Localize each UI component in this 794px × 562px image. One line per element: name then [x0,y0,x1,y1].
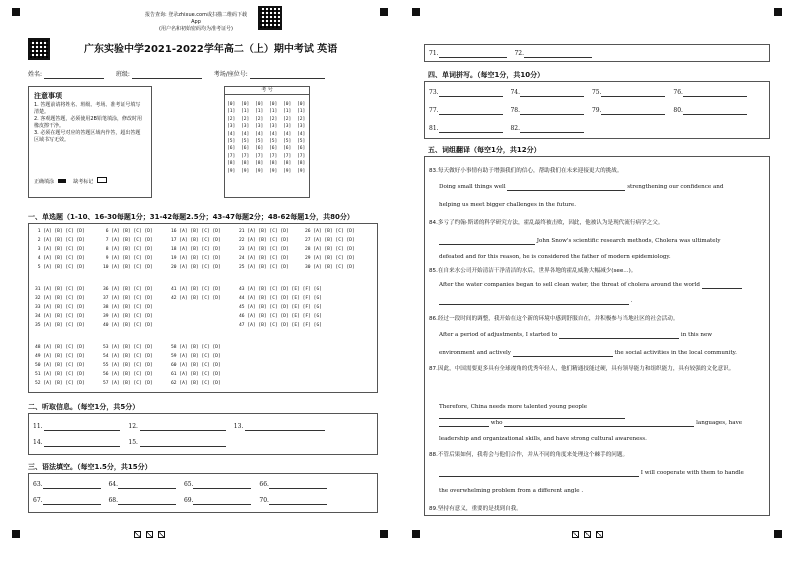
page-mark [158,531,165,538]
notice-item: 1. 答题前请将姓名、班级、考场、准考证号填写清楚。 [34,102,141,115]
name-field[interactable] [44,78,104,79]
section2-title: 二、听取信息。（每空1分，共5分） [28,403,140,411]
exam-digit-bubble[interactable]: [5] [227,139,236,145]
exam-digit-bubble[interactable]: [4] [227,131,236,137]
q-num: 69. [183,497,194,504]
exam-digit-bubble[interactable]: [4] [269,131,278,137]
room-label: 考场/座位号: [213,71,248,78]
q-num: 67. [33,497,43,504]
exam-digit-column [255,101,263,175]
section1-title: 一、单选题（1-10、16-30每题1分；31-42每题2.5分；43-47每题2分；48-62每题1分，共80分） [28,213,354,221]
mc-question-row[interactable]: 28 [A] [B] [C] [D] [305,247,355,252]
grammar-cont-box [424,44,770,62]
q-num: 75. [591,89,602,96]
mc-question-row[interactable]: 62 [A] [B] [C] [D] [171,381,221,386]
filled-mark-icon [58,179,66,183]
mc-question-row[interactable]: 26 [A] [B] [C] [D] [305,229,355,234]
corner-mark [412,530,420,538]
q-num: 79. [591,107,602,114]
exam-digit-bubble[interactable]: [7] [297,153,306,159]
exam-digit-bubble[interactable]: [7] [227,153,236,159]
listening-box [28,413,378,455]
exam-digit-bubble[interactable]: [9] [227,168,236,174]
exam-digit-bubble[interactable]: [2] [283,116,292,122]
mc-question-row[interactable]: 48 [A] [B] [C] [D] [35,345,85,350]
class-field[interactable] [132,78,202,79]
exam-digit-bubble[interactable]: [8] [255,161,264,167]
exam-digit-column [269,101,277,175]
exam-digit-bubble[interactable]: [9] [241,168,250,174]
exam-digit-bubble[interactable]: [6] [227,146,236,152]
mc-question-row[interactable]: 43 [A] [B] [C] [D] [E] [F] [G] [239,287,322,292]
q-num: 78. [510,107,521,114]
answer-line[interactable] [269,504,327,505]
mc-question-row[interactable]: 40 [A] [B] [C] [D] [103,323,153,328]
exam-digit-bubble[interactable]: [8] [269,161,278,167]
exam-digit-bubble[interactable]: [1] [283,109,292,115]
answer-line[interactable] [140,446,226,447]
mc-question-row[interactable]: 57 [A] [B] [C] [D] [103,381,153,386]
exam-digit-bubble[interactable]: [3] [297,124,306,130]
mc-question-row[interactable]: 35 [A] [B] [C] [D] [35,323,85,328]
q-num: 70. [259,497,269,504]
exam-digit-bubble[interactable]: [1] [241,109,250,115]
section3-title: 三、语法填空。（每空1.5分，共15分） [28,463,152,471]
exam-digit-bubble[interactable]: [1] [297,109,306,115]
exam-digit-bubble[interactable]: [1] [269,109,278,115]
exam-digit-bubble[interactable]: [5] [297,139,306,145]
mc-question-row[interactable]: 44 [A] [B] [C] [D] [E] [F] [G] [239,296,322,301]
exam-digit-column [283,101,291,175]
empty-mark-icon[interactable] [97,177,107,183]
q86-text: environment and actively [439,350,511,356]
q-num: 76. [673,89,683,96]
exam-digit-bubble[interactable]: [6] [297,146,306,152]
mc-question-row[interactable]: 23 [A] [B] [C] [D] [239,247,289,252]
notice-item: 3. 必须在题号对应的答题区域内作答，超出答题区域书写无效。 [34,130,141,143]
mc-question-row[interactable]: 45 [A] [B] [C] [D] [E] [F] [G] [239,305,322,310]
exam-digit-bubble[interactable]: [3] [283,124,292,130]
answer-line[interactable] [245,430,325,431]
q-num: 77. [429,107,439,114]
exam-digit-bubble[interactable]: [0] [283,102,292,107]
q85-prompt: 85.在自来水公司开始清洁干净清洁的水后，世界各地的霍乱威胁大幅减少(see...)。 [429,268,637,274]
mc-question-row[interactable]: 61 [A] [B] [C] [D] [171,372,221,377]
exam-digit-bubble[interactable]: [4] [255,131,264,137]
page-mark [146,531,153,538]
exam-digit-bubble[interactable]: [8] [227,161,236,167]
q88-text: the overwhelming problem from a different angle . [439,488,584,494]
page-mark [572,531,579,538]
exam-digit-bubble[interactable]: [0] [297,102,306,107]
corner-mark [774,8,782,16]
mc-question-row[interactable]: 55 [A] [B] [C] [D] [103,363,153,368]
mc-question-row[interactable]: 7 [A] [B] [C] [D] [103,238,153,243]
q87-text: languages, have [696,420,743,426]
exam-digit-column [227,101,235,175]
corner-mark [380,530,388,538]
mc-question-row[interactable]: 46 [A] [B] [C] [D] [E] [F] [G] [239,314,322,319]
exam-digit-bubble[interactable]: [4] [283,131,292,137]
mc-question-row[interactable]: 49 [A] [B] [C] [D] [35,354,85,359]
report-line: 报告查询: 登录zhixue.com或扫描二维码下载App [145,12,247,25]
q85-text: After the water companies began to sell clean water, the threat of cholera around the world [439,282,700,288]
exam-digit-bubble[interactable]: [7] [283,153,292,159]
missing-label: 缺考标记 [73,179,94,185]
correct-label: 正确填涂 [34,179,55,185]
exam-digit-bubble[interactable]: [6] [241,146,250,152]
q-num: 63. [33,481,43,488]
mc-question-row[interactable]: 37 [A] [B] [C] [D] [103,296,153,301]
mc-question-row[interactable]: 25 [A] [B] [C] [D] [239,265,289,270]
q-num: 11. [33,423,43,430]
section4-title: 四、单词拼写。（每空1分，共10分） [428,71,545,79]
q86-text: After a period of adjustments, I started to [439,332,558,338]
exam-digit-bubble[interactable]: [3] [269,124,278,130]
q84-prompt: 84.多亏了约翰·斯诺的科学研究方法，霍乱最终被击败，因此，他被认为是现代流行病学之父。 [429,220,664,226]
mc-question-row[interactable]: 4 [A] [B] [C] [D] [35,256,85,261]
q-num: 74. [510,89,521,96]
exam-digit-bubble[interactable]: [0] [269,102,278,107]
exam-digit-bubble[interactable]: [7] [269,153,278,159]
exam-digit-bubble[interactable]: [0] [255,102,264,107]
q84-text: defeated and for this reason, he is considered the father of modern epidemiology. [439,254,671,260]
mc-question-row[interactable]: 9 [A] [B] [C] [D] [103,256,153,261]
answer-line[interactable] [140,430,226,431]
mc-question-row[interactable]: 8 [A] [B] [C] [D] [103,247,153,252]
mc-question-row[interactable]: 5 [A] [B] [C] [D] [35,265,85,270]
exam-digit-bubble[interactable]: [9] [269,168,278,174]
spelling-box [424,81,770,139]
notice-item: 2. 客观题答题，必须使用2B铅笔填涂，修改时用橡皮擦干净。 [34,116,142,129]
notice-title: 注意事项 [34,92,62,100]
answer-line[interactable] [683,114,747,115]
q87-text: Therefore, China needs more talented young people [439,404,588,410]
mc-question-row[interactable]: 2 [A] [B] [C] [D] [35,238,85,243]
mc-question-row[interactable]: 51 [A] [B] [C] [D] [35,372,85,377]
mc-question-row[interactable]: 19 [A] [B] [C] [D] [171,256,221,261]
mc-answer-box [28,223,378,393]
q-num: 66. [259,481,269,488]
room-field[interactable] [250,78,325,79]
q84-text: John Snow's scientific research methods, Cholera was ultimately [536,238,721,244]
exam-digit-bubble[interactable]: [2] [297,116,306,122]
answer-line[interactable] [520,114,584,115]
exam-digit-bubble[interactable]: [2] [227,116,236,122]
answer-line[interactable] [44,430,120,431]
name-label: 姓名: [28,71,43,78]
answer-line[interactable] [439,132,503,133]
mc-question-row[interactable]: 32 [A] [B] [C] [D] [35,296,85,301]
mc-question-row[interactable]: 54 [A] [B] [C] [D] [103,354,153,359]
mc-question-row[interactable]: 58 [A] [B] [C] [D] [171,345,221,350]
corner-mark [774,530,782,538]
q-num: 12. [128,423,138,430]
mc-question-row[interactable]: 16 [A] [B] [C] [D] [171,229,221,234]
q87-text: leadership and organizational skills, and have strong cultural awareness. [439,436,647,442]
mc-question-row[interactable]: 21 [A] [B] [C] [D] [239,229,289,234]
q83-text: helping us meet bigger challenges in the future. [439,202,577,208]
mc-question-row[interactable]: 60 [A] [B] [C] [D] [171,363,221,368]
mc-question-row[interactable]: 52 [A] [B] [C] [D] [35,381,85,386]
q-num: 72. [514,50,525,57]
mc-question-row[interactable]: 20 [A] [B] [C] [D] [171,265,221,270]
q-num: 15. [128,439,138,446]
exam-digit-bubble[interactable]: [9] [255,168,264,174]
answer-line[interactable] [504,426,694,427]
exam-digit-bubble[interactable]: [5] [255,139,264,145]
answer-line[interactable] [439,96,503,97]
qr-code [28,38,50,60]
exam-digit-bubble[interactable]: [9] [297,168,306,174]
answer-line[interactable] [507,190,625,191]
q-num: 73. [429,89,439,96]
mc-question-row[interactable]: 33 [A] [B] [C] [D] [35,305,85,310]
q83-prompt: 83.每天做好小事情有助于增强我们的信心，帮助我们在未来迎接更大的挑战。 [429,168,623,174]
exam-digit-bubble[interactable]: [8] [283,161,292,167]
answer-line[interactable] [601,114,665,115]
mc-question-row[interactable]: 17 [A] [B] [C] [D] [171,238,221,243]
answer-line[interactable] [513,356,613,357]
answer-line[interactable] [683,96,747,97]
exam-number-grid [224,86,310,198]
answer-line[interactable] [439,114,503,115]
grammar-box [28,473,378,513]
page-title: 广东实验中学2021-2022学年高二（上）期中考试 英语 [84,44,338,55]
mc-question-row[interactable]: 10 [A] [B] [C] [D] [103,265,153,270]
q88-prompt: 88.不管后果如何，我将会与他们合作，并从不同的角度来处理这个棘手的问题。 [429,452,629,458]
mc-question-row[interactable]: 3 [A] [B] [C] [D] [35,247,85,252]
answer-line[interactable] [439,57,507,58]
qr-code [258,6,282,30]
q-num: 65. [183,481,194,488]
q88-text: I will cooperate with them to handle [640,470,744,476]
exam-digit-bubble[interactable]: [2] [255,116,264,122]
q86-text: in this new [680,332,713,338]
corner-mark [12,530,20,538]
answer-line[interactable] [43,504,101,505]
answer-line[interactable] [439,304,629,305]
exam-digit-bubble[interactable]: [2] [241,116,250,122]
answer-line[interactable] [43,488,101,489]
student-info [28,70,378,79]
mc-question-row[interactable]: 27 [A] [B] [C] [D] [305,238,355,243]
mc-question-row[interactable]: 34 [A] [B] [C] [D] [35,314,85,319]
q86-prompt: 86.经过一段时间的调整，我开始在这个新的环境中感到舒服自在，并积极参与当地社区的社会活动。 [429,316,679,322]
q83-text: Doing small things well [439,184,506,190]
exam-digit-bubble[interactable]: [3] [255,124,264,130]
mc-question-row[interactable]: 42 [A] [B] [C] [D] [171,296,221,301]
q-num: 13. [233,423,244,430]
answer-line[interactable] [559,338,679,339]
report-note [144,12,248,33]
exam-digit-bubble[interactable]: [4] [241,131,250,137]
exam-digit-bubble[interactable]: [5] [241,139,250,145]
exam-digit-bubble[interactable]: [5] [269,139,278,145]
mc-question-row[interactable]: 30 [A] [B] [C] [D] [305,265,355,270]
corner-mark [412,8,420,16]
exam-digit-bubble[interactable]: [4] [297,131,306,137]
exam-digit-bubble[interactable]: [8] [241,161,250,167]
corner-mark [12,8,20,16]
exam-digit-bubble[interactable]: [8] [297,161,306,167]
answer-line[interactable] [118,488,176,489]
exam-digit-bubble[interactable]: [1] [255,109,264,115]
answer-line[interactable] [439,476,639,477]
notice-box [28,86,152,198]
exam-digit-bubble[interactable]: [9] [283,168,292,174]
q86-text: the social activities in the local community. [614,350,737,356]
mc-question-row[interactable]: 56 [A] [B] [C] [D] [103,372,153,377]
exam-digit-column [241,101,249,175]
page-mark [584,531,591,538]
exam-digit-bubble[interactable]: [7] [255,153,264,159]
answer-line[interactable] [118,504,176,505]
answer-line[interactable] [269,488,327,489]
mc-question-row[interactable]: 53 [A] [B] [C] [D] [103,345,153,350]
section5-title: 五、词组翻译（每空1分，共12分） [428,146,541,154]
mc-question-row[interactable]: 18 [A] [B] [C] [D] [171,247,221,252]
mc-question-row[interactable]: 47 [A] [B] [C] [D] [E] [F] [G] [239,323,322,328]
q-num: 82. [510,125,521,132]
answer-line[interactable] [520,96,584,97]
answer-line[interactable] [44,446,120,447]
exam-digit-bubble[interactable]: [2] [269,116,278,122]
exam-number-label: 考 号 [225,87,309,95]
answer-line[interactable] [193,488,251,489]
exam-digit-bubble[interactable]: [3] [227,124,236,130]
answer-line[interactable] [524,57,592,58]
page-mark [134,531,141,538]
exam-digit-bubble[interactable]: [0] [241,102,250,107]
exam-digit-bubble[interactable]: [0] [227,102,236,107]
answer-line[interactable] [439,244,535,245]
corner-mark [380,8,388,16]
answer-line[interactable] [193,504,251,505]
exam-digit-column [297,101,305,175]
mc-question-row[interactable]: 31 [A] [B] [C] [D] [35,287,85,292]
exam-digit-bubble[interactable]: [7] [241,153,250,159]
mc-question-row[interactable]: 36 [A] [B] [C] [D] [103,287,153,292]
mc-question-row[interactable]: 22 [A] [B] [C] [D] [239,238,289,243]
exam-digit-bubble[interactable]: [6] [283,146,292,152]
class-label: 班级: [115,71,130,78]
q87-text: who [490,420,503,426]
q87-prompt: 87.因此，中国需要更多具有全球视角的优秀年轻人，他们精通技能过硬，具有领导能力和组织能力，具有较强的文化意识。 [429,366,735,372]
answer-line[interactable] [702,288,742,289]
exam-digit-bubble[interactable]: [3] [241,124,250,130]
q-num: 64. [108,481,119,488]
exam-digit-bubble[interactable]: [1] [227,109,236,115]
q-num: 81. [429,125,439,132]
exam-digit-bubble[interactable]: [5] [283,139,292,145]
mc-question-row[interactable]: 24 [A] [B] [C] [D] [239,256,289,261]
mc-question-row[interactable]: 50 [A] [B] [C] [D] [35,363,85,368]
mc-question-row[interactable]: 6 [A] [B] [C] [D] [103,229,153,234]
answer-line[interactable] [601,96,665,97]
answer-line[interactable] [520,132,584,133]
q89-prompt: 89.坚持有意义，重要的是找到自我。 [429,506,522,512]
report-line: (用户名和初始密码均为准考证号) [159,26,233,32]
mc-question-row[interactable]: 39 [A] [B] [C] [D] [103,314,153,319]
mc-question-row[interactable]: 41 [A] [B] [C] [D] [171,287,221,292]
translation-box: 83.每天做好小事情有助于增强我们的信心，帮助我们在未来迎接更大的挑战。 Doing small things well strengthening our confidence and helping us meet bigger challenges in the future. 84.多亏了约翰·斯诺的科学研究方法，霍乱最终被击败，因此，他被认为是现代流行病学之父。 John Snow's scientific research methods, Cholera was ultimately defeated and for this reason, he is considered the father of modern epidemiology. 85.在自来水公司开始清洁干净清洁的水后，世界各地的霍乱威胁大幅减少(see...)。 After the water companies began to sell clean water, the threat of cholera around the world . 86.经过一段时间的调整，我开始在这个新的环境中感到舒服自在，并积极参与当地社区的社会活动。 After a period of adjustments, I started to in this new environment and actively the social activities in the local community. 87.因此，中国需要更多具有全球视角的优秀年轻人，他们精通技能过硬，具有领导能力和组织能力，具有较强的文化意识。 Therefore, China needs more talented young people who languages, have leadership and organizational skills, and have strong cultural awareness. 88.不管后果如何，我将会与他们合作，并从不同的角度来处理这个棘手的问题。 I will cooperate with them to handle the overwhelming problem from a different angle . 89.坚持有意义，重要的是找到自我。 [424,156,770,516]
mc-question-row[interactable]: 29 [A] [B] [C] [D] [305,256,355,261]
notice-items [34,102,144,144]
q-num: 71. [429,50,439,57]
q-num: 68. [108,497,119,504]
mc-question-row[interactable]: 38 [A] [B] [C] [D] [103,305,153,310]
q83-text: strengthening our confidence and [627,184,724,190]
mc-question-row[interactable]: 59 [A] [B] [C] [D] [171,354,221,359]
page-mark [596,531,603,538]
q-num: 14. [33,439,43,446]
mc-question-row[interactable]: 1 [A] [B] [C] [D] [35,229,85,234]
answer-line[interactable] [439,426,489,427]
exam-digit-bubble[interactable]: [6] [255,146,264,152]
q-num: 80. [673,107,683,114]
exam-digit-bubble[interactable]: [6] [269,146,278,152]
fill-legend [34,177,107,186]
